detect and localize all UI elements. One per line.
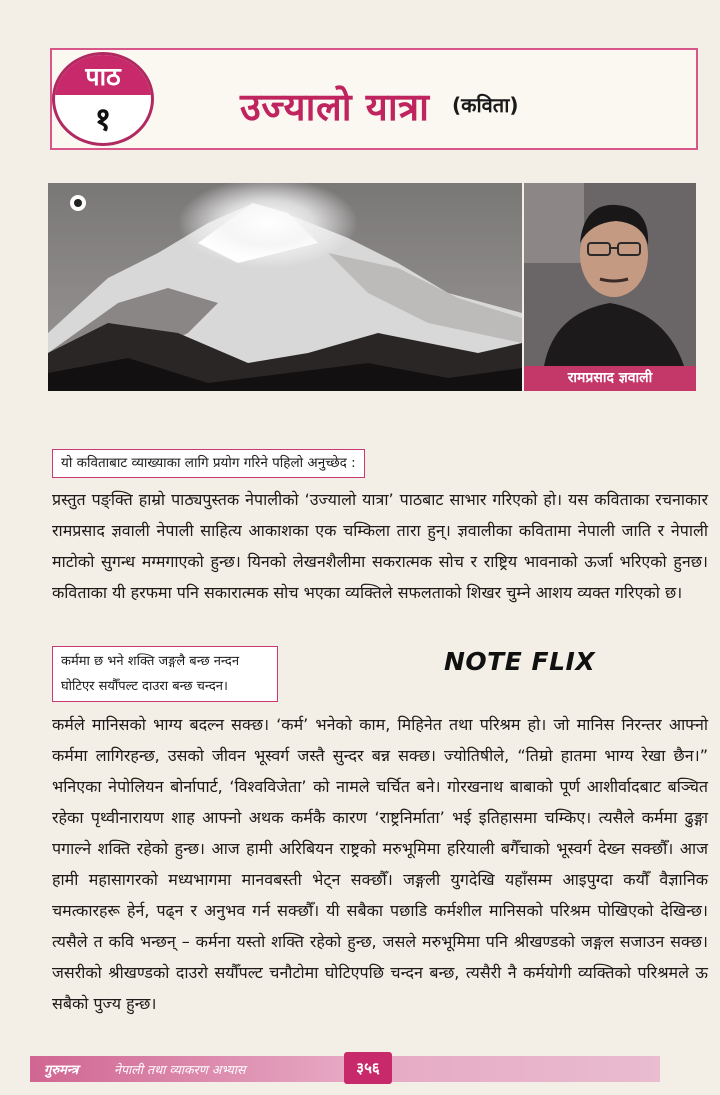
watermark: NOTE FLIX	[444, 647, 596, 676]
author-portrait	[524, 183, 696, 391]
lesson-badge-label: पाठ	[55, 55, 151, 95]
portrait-illustration	[524, 183, 696, 366]
verse-line: कर्ममा छ भने शक्ति जङ्गलै बन्छ नन्दन	[61, 654, 240, 669]
verse-box	[52, 646, 278, 702]
footer-book-title: नेपाली तथा व्याकरण अभ्यास	[114, 1062, 246, 1077]
lesson-badge-number: १	[94, 100, 112, 139]
section-heading: यो कविताबाट व्याख्याका लागि प्रयोग गरिने पहिलो अनुच्छेद :	[52, 449, 365, 478]
explanation-paragraph: कर्मले मानिसको भाग्य बदल्न सक्छ। ‘कर्म’ भनेको काम, मिहिनेत तथा परिश्रम हो। जो मानिस निरन्तर आफ्नो कर्ममा लागिरहन्छ, उसको जीवन भूस्वर्ग जस्तै सुन्दर बन्न सक्छ। ज्योतिषीले, “तिम्रो हातमा भाग्य रेखा छैन।” भनिएका नेपोलियन बोर्नापार्ट, ‘विश्वविजेता’ को नामले चर्चित बने। गोरखनाथ बाबाको पूर्ण आशीर्वादबाट बञ्चित रहेका पृथ्वीनारायण शाह आफ्नो अथक कर्मकै कारण ‘राष्ट्रनिर्माता’ भई इतिहासमा चम्किए। त्यसैले कर्ममा ढुङ्गा पगाल्ने शक्ति रहेको हुन्छ। आज हामी अरिबियन राष्ट्रको मरुभूमिमा हरियाली बगैँचाको भूस्वर्ग देख्न सक्छौँ। आज हामी महासागरको मध्यभागमा मानवबस्ती भेट्न सक्छौँ। जङ्गली युगदेखि यहाँसम्म आइपुग्दा कयौँ वैज्ञानिक चमत्कारहरू हेर्न, पढ्न र अनुभव गर्न सक्छौँ। यी सबैका पछाडि कर्मशील मानिसको परिश्रम पोखिएको देखिन्छ। त्यसैले त कवि भन्छन् – कर्मना यस्तो शक्ति रहेको हुन्छ, जसले मरुभूमिमा पनि श्रीखण्डको जङ्गल सजाउन सक्छ। जसरीको श्रीखण्डको दाउरो सयौँपल्ट चनौटोमा घोटिएपछि चन्दन बन्छ, त्यसैरी नै कर्मयोगी व्यक्तिको परिश्रमले ऊ सबैको पुज्य हुन्छ।	[52, 715, 708, 1013]
page-number: ३५६	[344, 1052, 392, 1084]
verse-line: घोटिएर सयौँपल्ट दाउरा बन्छ चन्दन।	[61, 679, 228, 694]
lesson-type: (कविता)	[452, 93, 519, 117]
mountain-photo	[48, 183, 522, 391]
portrait-caption: रामप्रसाद ज्ञवाली	[524, 366, 696, 391]
lesson-title: उज्यालो यात्रा	[240, 84, 430, 129]
mountain-illustration	[48, 183, 522, 391]
footer-brand: गुरुमन्त्र	[44, 1063, 79, 1078]
lesson-badge	[52, 52, 154, 146]
intro-paragraph: प्रस्तुत पङ्क्ति हाम्रो पाठ्यपुस्तक नेपालीको ‘उज्यालो यात्रा’ पाठबाट साभार गरिएको हो। यस कविताका रचनाकार रामप्रसाद ज्ञवाली नेपाली साहित्य आकाशका एक चम्किला तारा हुन्। ज्ञवालीका कवितामा नेपाली जाति र नेपाली माटोको सुगन्ध मग्मगाएको हुन्छ। यिनको लेखनशैलीमा सकरात्मक सोच र राष्ट्रिय भावनाको ऊर्जा भरिएको हुनछ। कविताका यी हरफमा पनि सकारात्मक सोच भएका व्यक्तिले सफलताको शिखर चुम्ने आशय व्यक्त गरिएको छ।	[52, 490, 708, 602]
